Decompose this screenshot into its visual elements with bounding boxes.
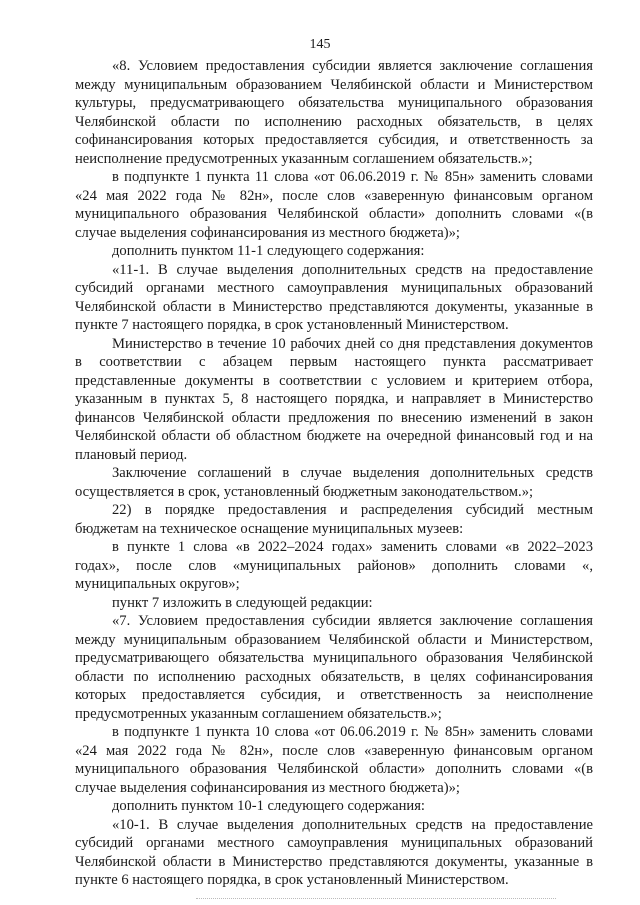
paragraph-clause-7: «7. Условием предоставления субсидии является заключение соглашения между муниципальным образованием Челябинской области и Министерством, предусматривающего обязательства муниципального образования Челябинской области по исполнению расходных обязательств, в целях софинансирования которых предоставляется субсидия, и ответственность за неисполнение предусмотренных указанным соглашением обязательств.»;	[75, 613, 593, 722]
paragraph-agreements: Заключение соглашений в случае выделения дополнительных средств осуществляется в срок, установленный бюджетным законодательством.»;	[75, 465, 593, 500]
page-number: 145	[309, 37, 331, 52]
paragraph-point-1-replace: в пункте 1 слова «в 2022–2024 годах» заменить словами «в 2022–2023 годах», после слов «муниципальных районов» дополнить словами «, муниципальных округов»;	[75, 539, 593, 592]
paragraph-subpoint-1-point-11: в подпункте 1 пункта 11 слова «от 06.06.2019 г. № 85н» заменить словами «24 мая 2022 года № 82н», после слов «заверенную финансовым органом муниципального образования Челябинской области» дополнить словами «(в случае выделения софинансирования из местного бюджета)»;	[75, 169, 593, 241]
scan-edge-line	[196, 898, 556, 899]
paragraph-item-22: 22) в порядке предоставления и распределения субсидий местным бюджетам на техническое оснащение муниципальных музеев:	[75, 502, 593, 537]
paragraph-clause-10-1: «10-1. В случае выделения дополнительных средств на предоставление субсидий органами местного самоуправления муниципальных образований Челябинской области в Министерство представляются документы, указанные в пункте 6 настоящего порядка, в срок установленный Министерством.	[75, 816, 593, 888]
paragraph-clause-8: «8. Условием предоставления субсидии является заключение соглашения между муниципальным образованием Челябинской области и Министерством культуры, предусматривающего обязательства муниципального образования Челябинской области по исполнению расходных обязательств, в целях софинансирования которых предоставляется субсидия, и ответственность за неисполнение предусмотренных указанным соглашением обязательств.»;	[75, 58, 593, 167]
paragraph-clause-11-1: «11-1. В случае выделения дополнительных средств на предоставление субсидий органами местного самоуправления муниципальных образований Челябинской области в Министерство представляются документы, указанные в пункте 7 настоящего порядка, в срок установленный Министерством.	[75, 261, 593, 333]
paragraph-point-7-intro: пункт 7 изложить в следующей редакции:	[112, 594, 373, 611]
paragraph-ministry-review: Министерство в течение 10 рабочих дней со дня представления документов в соответствии с абзацем первым настоящего пункта рассматривает представленные документы в соответствии с условием и критерием отбора, указанным в пунктах 5, 8 настоящего порядка, и направляет в Министерство финансов Челябинской области предложения по внесению изменений в закон Челябинской области об областном бюджете на очередной финансовый год и на плановый период.	[75, 335, 593, 463]
paragraph-subpoint-1-point-10: в подпункте 1 пункта 10 слова «от 06.06.2019 г. № 85н» заменить словами «24 мая 2022 года № 82н», после слов «заверенную финансовым органом муниципального образования Челябинской области» дополнить словами «(в случае выделения софинансирования из местного бюджета)»;	[75, 724, 593, 796]
paragraph-add-point-10-1: дополнить пунктом 10-1 следующего содержания:	[112, 798, 425, 814]
paragraph-add-point-11-1: дополнить пунктом 11-1 следующего содержания:	[112, 243, 425, 259]
document-body	[75, 57, 593, 890]
